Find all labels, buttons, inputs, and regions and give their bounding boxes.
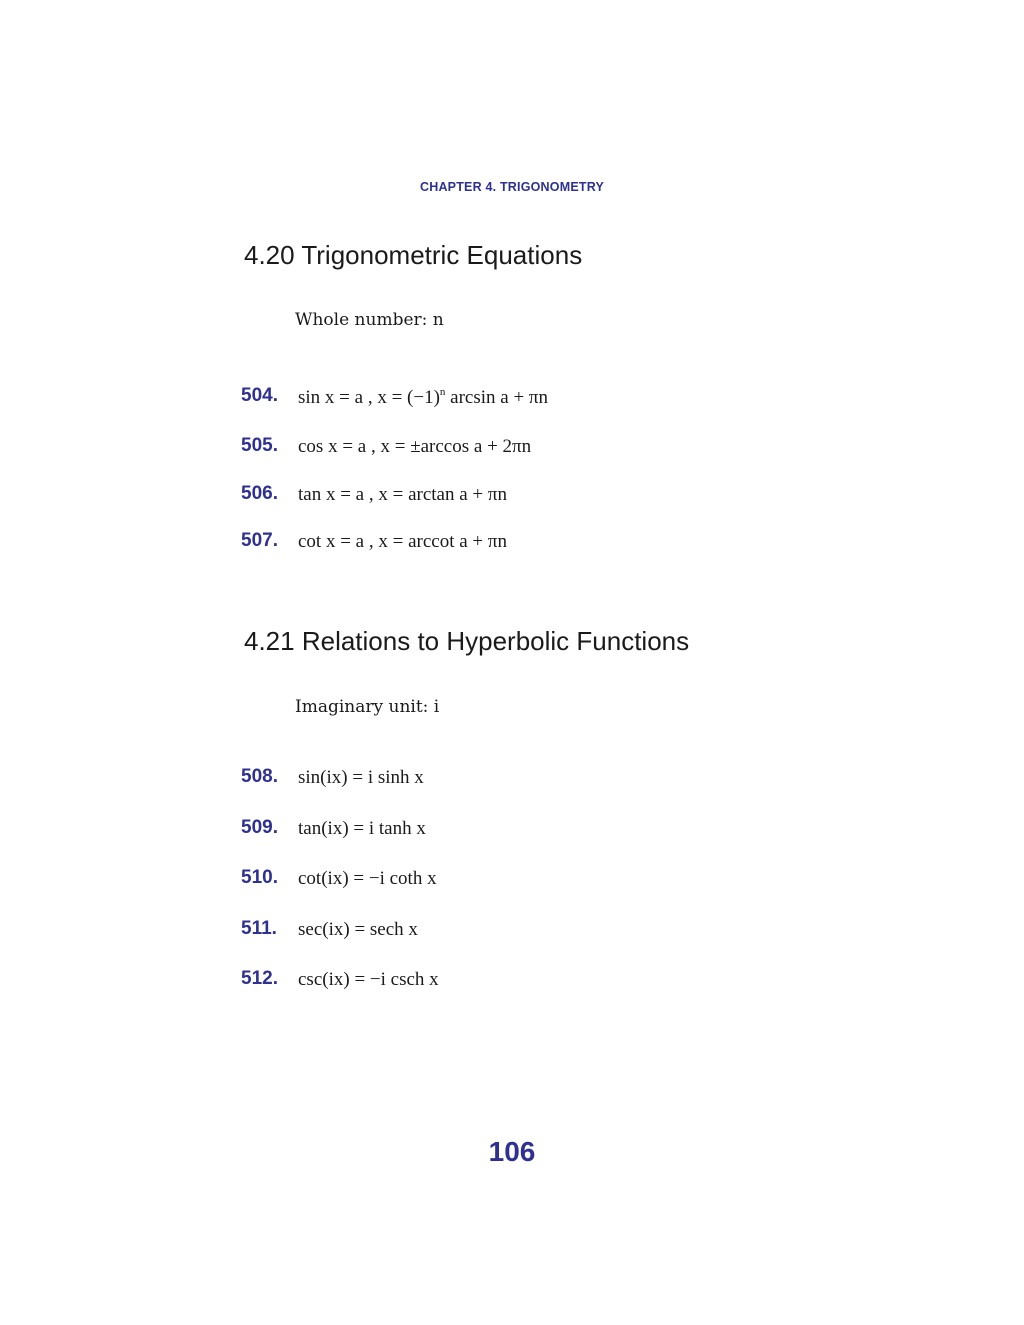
formula-expression: sin x = a , $x = (-1)^n$ arcsin a + πn [298, 386, 549, 408]
formula-expression: cot(ix) = −i coth x [298, 868, 437, 889]
formula-expression: csc(ix) = −i csch x [298, 969, 439, 990]
formula-superscript: n [439, 386, 446, 398]
formula-number: 506. [241, 483, 278, 504]
formula-number: 511. [241, 918, 277, 939]
chapter-header: CHAPTER 4. TRIGONOMETRY [419, 180, 604, 194]
formula-number: 510. [241, 867, 278, 888]
formula-number: 507. [241, 530, 278, 551]
formula-number: 509. [241, 817, 278, 838]
formula-expression: cot x = a , x = arccot a + πn [298, 531, 507, 552]
formula-number: 512. [241, 968, 278, 989]
formula-number: 508. [241, 766, 278, 787]
note-imaginary-unit: Imaginary unit: i [295, 697, 440, 717]
formula-number: 505. [241, 435, 278, 456]
section-title-hyperbolic-relations: 4.21 Relations to Hyperbolic Functions [244, 626, 690, 656]
formula-expression: cos x = a , x = ±arccos a + 2πn [298, 436, 532, 457]
section-title-trigonometric-equations: 4.20 Trigonometric Equations [244, 240, 583, 270]
formula-expression: tan x = a , x = arctan a + πn [298, 484, 507, 505]
page-number: 106 [488, 1136, 536, 1167]
note-whole-number: Whole number: n [295, 310, 444, 330]
formula-number: 504. [241, 385, 278, 406]
formula-expression: sec(ix) = sech x [298, 919, 418, 940]
formula-expression: sin(ix) = i sinh x [298, 767, 424, 788]
formula-expression: tan(ix) = i tanh x [298, 818, 426, 839]
